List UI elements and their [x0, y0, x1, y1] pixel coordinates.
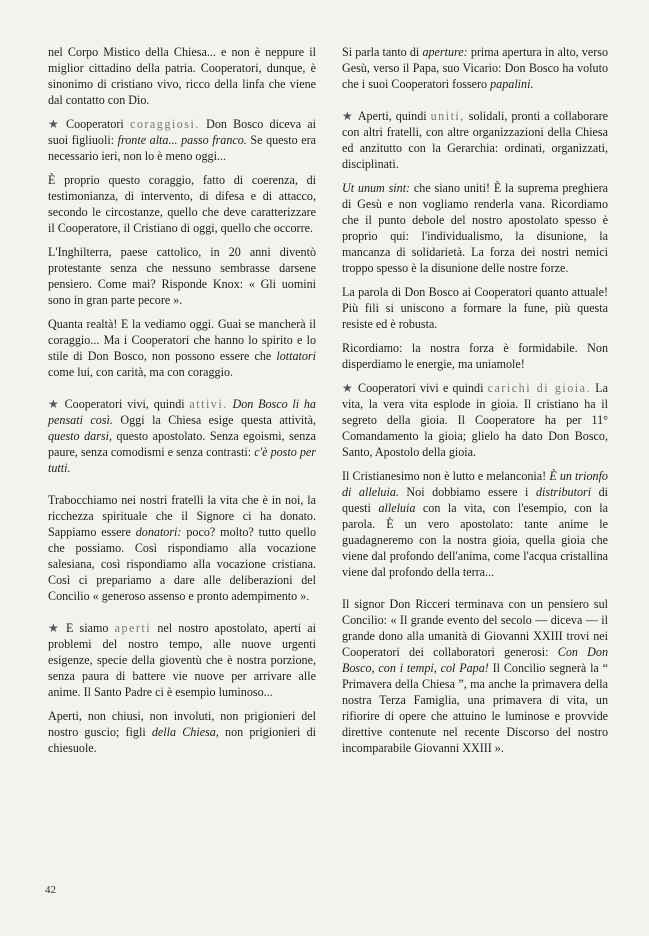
text-segment: che siano uniti! È la suprema preghiera di Gesù e non vogliamo renderla vana. Ricordiamo che il punto debole del nostro apostolato spesso è proprio qui: l'individualismo, la disunione, la mancanza di solidarietà. La forza dei nostri nemici troppo spesso è la disunione delle nostre forze. [342, 181, 609, 275]
italic-text: questo darsi, [48, 429, 112, 443]
paragraph [342, 468, 608, 580]
italic-text: della Chiesa, [151, 725, 219, 739]
italic-text: donatori: [135, 525, 182, 539]
text-segment: L'Inghilterra, paese cattolico, in 20 anni diventò protestante senza che nessuno sembrasse darsene pensiero. Come mai? Risponde Knox: « Gli uomini sono in gran parte pecore ». [48, 245, 316, 307]
paragraph [48, 620, 316, 700]
text-segment: È proprio questo coraggio, fatto di coerenza, di testimonianza, di intervento, di difesa e di attacco, secondo le circostanze, quello che deve caratterizzare il Cooperatore, il Cristiano di oggi, quello che occorre. [48, 173, 316, 235]
paragraph [48, 708, 316, 756]
italic-text: Ut unum sint: [342, 181, 411, 195]
italic-text: c'è posto per tutti. [48, 445, 316, 475]
text-segment: nel nostro apostolato, aperti ai problemi del nostro tempo, alle nuove urgenti esigenze, specie della gioventù che è nostra porzione, senza paura di battere vie nuove per arrivare alle anime. Il Santo Padre ci è esempio luminoso... [48, 621, 317, 699]
italic-text: fronte alta... passo franco. [117, 133, 247, 147]
paragraph [342, 596, 608, 756]
text-segment: Oggi la Chiesa esige questa attività, [112, 413, 316, 427]
text-segment: Don Bosco diceva ai suoi figliuoli: [48, 117, 316, 147]
text-segment: Aperti, non chiusi, non involuti, non prigionieri del nostro guscio; figli [48, 709, 316, 739]
star-bullet-icon: ★ [48, 117, 63, 131]
star-bullet-icon: ★ [48, 397, 61, 411]
paragraph [342, 108, 608, 172]
italic-text: alleluia [378, 501, 416, 515]
text-segment: Se questo era necessario ieri, non lo è meno oggi... [48, 133, 316, 163]
text-segment: solidali, pronti a collaborare con altri fratelli, con altre organizzazioni della Chiesa ed anzitutto con la Gerarchia: ordinati, organizzati, disciplinati. [342, 109, 609, 171]
text-segment: Il Concilio segnerà la “ Primavera della Chiesa ”, ma anche la primavera della nostra Terza Famiglia, una primavera di vita, un rifiorire di opere che attuino le luminose e provvide direttive contenute nel recente Discorso del nostro incomparabile Giovanni XXIII ». [342, 661, 608, 755]
text-segment: La parola di Don Bosco ai Cooperatori quanto attuale! Più fili si uniscono a formare la fune, più questa resiste ed è robusta. [342, 285, 608, 331]
text-segment: di questi [342, 485, 608, 515]
text-segment: come lui, con carità, ma con coraggio. [48, 365, 234, 379]
star-bullet-icon: ★ [48, 621, 62, 635]
emphasis-text: coraggiosi. [129, 117, 200, 131]
text-segment: La vita, la vera vita esplode in gioia. Il cristiano ha il segreto della gioia. Il Cooperatore ha per 11° Comandamento la gioia; glielo ha dato Don Bosco, Santo, Apostolo della gioia. [342, 381, 609, 459]
text-segment: con la vita, con l'esempio, con la parola. È un vero apostolato: tante anime le guadagneremo con la nostra gioia, quella gioia che viene dal profondo dell'anima, come l'acqua cristallina viene dal profondo della terra... [342, 501, 609, 579]
italic-text: distributori [535, 485, 592, 499]
text-segment: Trabocchiamo nei nostri fratelli la vita che è in noi, la ricchezza spirituale che il Signore ci ha donato. Sappiamo essere [48, 493, 316, 539]
paragraph [48, 172, 316, 236]
italic-text: Don Bosco li ha pensati così. [48, 397, 316, 427]
text-segment: Ricordiamo: la nostra forza è formidabile. Non disperdiamo le energie, ma uniamole! [342, 341, 608, 371]
text-segment: Quanta realtà! E la vediamo oggi. Guai se mancherà il coraggio... Ma i Cooperatori che hanno lo spirito e lo stile di Don Bosco, non possono essere che [48, 317, 316, 363]
emphasis-text: carichi di gioia. [487, 381, 592, 395]
emphasis-text: aperti [114, 621, 152, 635]
left-column [48, 44, 316, 764]
paragraph [48, 316, 316, 380]
paragraph [48, 44, 316, 108]
paragraph [48, 244, 316, 308]
text-segment: Aperti, quindi [357, 109, 431, 123]
text-segment: Noi dobbiamo essere i [398, 485, 536, 499]
italic-text: È un trionfo di alleluia. [342, 469, 608, 499]
italic-text: lottatori [276, 349, 316, 363]
text-segment: Cooperatori vivi e quindi [358, 381, 488, 395]
text-segment: non prigionieri di chiesuole. [48, 725, 316, 755]
italic-text: papalini. [490, 77, 534, 91]
paragraph [48, 396, 316, 476]
text-segment: Cooperatori vivi, quindi [64, 397, 190, 411]
right-column [342, 44, 608, 764]
paragraph [342, 284, 608, 332]
star-bullet-icon: ★ [342, 109, 354, 123]
text-segment: questo apostolato. Senza egoismi, senza paure, senza comodismi e senza contrasti: [48, 429, 316, 459]
paragraph [48, 492, 316, 604]
text-segment: Cooperatori [66, 117, 130, 131]
star-bullet-icon: ★ [342, 381, 355, 395]
emphasis-text: attivi. [189, 397, 228, 411]
paragraph [342, 180, 608, 276]
text-segment: nel Corpo Mistico della Chiesa... e non è neppure il miglior cittadino della patria. Cooperatori, dunque, è sinonimo di cristiano vivo, ricco della linfa che viene dal contatto con Dio. [48, 45, 316, 107]
text-segment: Il signor Don Ricceri terminava con un pensiero sul Concilio: « Il grande evento del secolo — diceva — il grande dono alla umanità di Giovanni XXIII trovi nei Cooperatori dei collaboratori generosi: [342, 597, 608, 659]
paragraph [342, 380, 608, 460]
italic-text: aperture: [422, 45, 468, 59]
text-segment: Il Cristianesimo non è lutto e melanconia! [342, 469, 550, 483]
text-segment: E siamo [66, 621, 115, 635]
emphasis-text: uniti, [430, 109, 465, 123]
paragraph [342, 44, 608, 92]
page-number: 42 [45, 884, 56, 896]
italic-text: Con Don Bosco, con i tempi, col Papa! [342, 645, 609, 675]
text-segment: prima apertura in alto, verso Gesù, verso il Papa, suo Vicario: Don Bosco ha voluto che i suoi Cooperatori fossero [342, 45, 608, 91]
paragraph [342, 340, 608, 372]
text-segment: Si parla tanto di [342, 45, 423, 59]
paragraph [48, 116, 316, 164]
text-segment: poco? molto? tutto quello che possiamo. Così rispondiamo alla vocazione salesiana, così rispondiamo alla vocazione cristiana. Così ci prepariamo a dare alle deliberazioni del Concilio « generoso assenso e pronto adempimento ». [48, 525, 316, 603]
